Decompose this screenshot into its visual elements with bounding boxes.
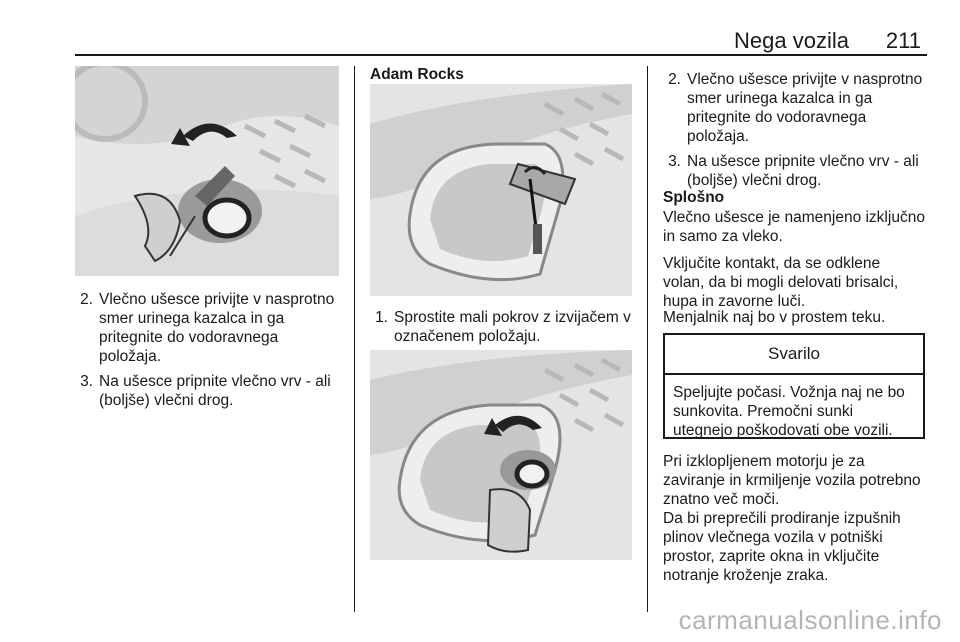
page-number: 211 (885, 28, 921, 53)
list-item: 3. Na ušesce pripnite vlečno vrv - ali (boljše) vlečni drog. (80, 373, 331, 409)
cover-removal-figure (370, 84, 632, 296)
middle-steps (370, 308, 638, 352)
warning-box (663, 333, 925, 439)
warning-text: Speljujte počasi. Vožnja naj ne bo sunkovita. Premočni sunki utegnejo poškodovati obe vozili. (673, 384, 905, 439)
paragraph: Menjalnik naj bo v prostem teku. (663, 309, 886, 326)
paragraph: Da bi preprečili prodiranje izpušnih plinov vlečnega vozila v potniški prostor, zaprite okna in vključite notranje kroženje zraka. (663, 510, 901, 584)
paragraph: Pri izklopljenem motorju je za zaviranje in krmiljenje vozila potrebno znatno več moči. (663, 453, 921, 508)
paragraph: Vlečno ušesce je namenjeno izključno in samo za vleko. (663, 209, 925, 245)
left-steps (75, 290, 343, 416)
tow-eye-installed-figure (75, 66, 339, 276)
list-item: 2. Vlečno ušesce privijte v nasprotno smer urinega kazalca in ga pritegnite do vodoravnega položaja. (80, 291, 335, 365)
page-title: Nega vozila (734, 28, 849, 53)
section-heading-adam-rocks: Adam Rocks (370, 66, 464, 83)
watermark: carmanualsonline.info (678, 605, 942, 635)
header-rule (75, 54, 927, 56)
right-steps (663, 70, 931, 196)
list-item: 2. Vlečno ušesce privijte v nasprotno smer urinega kazalca in ga pritegnite do vodoravnega položaja. (668, 71, 923, 145)
list-item: 1. Sprostite mali pokrov z izvijačem v označenem položaju. (375, 309, 631, 345)
warning-title: Svarilo (665, 335, 923, 375)
column-divider-left (354, 66, 355, 612)
list-item: 3. Na ušesce pripnite vlečno vrv - ali (boljše) vlečni drog. (668, 153, 919, 189)
page-header (75, 22, 927, 56)
section-heading-general: Splošno (663, 189, 725, 206)
column-divider-right (647, 66, 648, 612)
paragraph: Vključite kontakt, da se odklene volan, da bi mogli delovati brisalci, hupa in zavorne luči. (663, 255, 899, 310)
tow-eye-adam-rocks-figure (370, 350, 632, 560)
